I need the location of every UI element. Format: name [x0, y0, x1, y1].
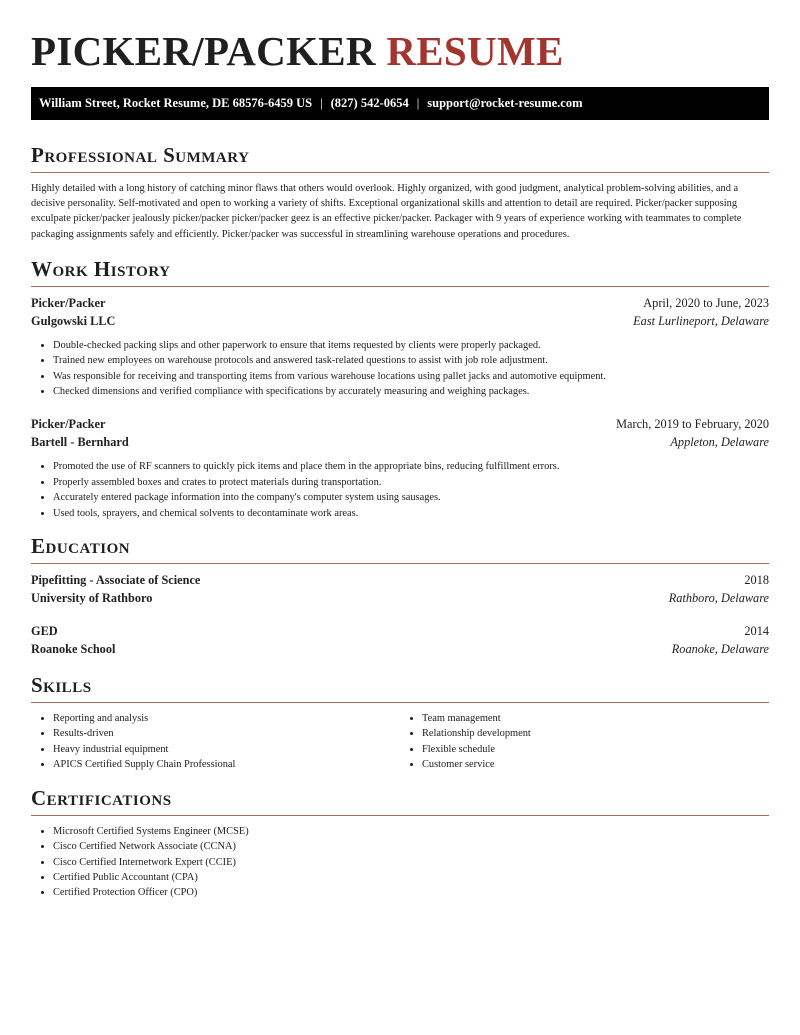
job-dates: March, 2019 to February, 2020 [616, 417, 769, 432]
list-item: • Heavy industrial equipment [53, 742, 400, 757]
job-role: Picker/Packer [31, 295, 106, 310]
contact-separator: | [416, 96, 420, 110]
job-location: Appleton, Delaware [670, 435, 769, 450]
list-item: • Microsoft Certified Systems Engineer (MCSE) [53, 824, 769, 839]
list-item: • Cisco Certified Network Associate (CCNA) [53, 839, 769, 854]
list-item: • Trained new employees on warehouse protocols and answered task-related questions to assist with job role adjustment. [53, 353, 769, 368]
list-item: • Cisco Certified Internetwork Expert (CCIE) [53, 855, 769, 870]
education-school: University of Rathboro [31, 591, 153, 606]
list-item: • Relationship development [422, 726, 769, 741]
job-dates: April, 2020 to June, 2023 [643, 295, 769, 310]
section-divider [31, 815, 769, 816]
education-year: 2018 [744, 573, 769, 588]
list-item: • Double-checked packing slips and other paperwork to ensure that items requested by clients were properly packaged. [53, 338, 769, 353]
contact-phone: (827) 542-0654 [330, 96, 409, 110]
title-accent: RESUME [386, 28, 564, 74]
list-item: • Certified Public Accountant (CPA) [53, 870, 769, 885]
contact-address: William Street, Rocket Resume, DE 68576-6459 US [39, 96, 313, 110]
job-location: East Lurlineport, Delaware [633, 313, 769, 328]
list-item: • Team management [422, 711, 769, 726]
job-company: Bartell - Bernhard [31, 435, 129, 450]
work-history-section [31, 256, 769, 521]
education-section [31, 533, 769, 658]
section-title-work: Work History [31, 256, 171, 281]
list-item: • Reporting and analysis [53, 711, 400, 726]
resume-title [31, 0, 769, 72]
contact-email: support@rocket-resume.com [427, 96, 583, 110]
list-item: • Accurately entered package information into the company's computer system using sausages. [53, 490, 769, 505]
list-item: • Properly assembled boxes and crates to protect materials during transportation. [53, 475, 769, 490]
title-main: PICKER/PACKER [31, 28, 376, 74]
summary-section [31, 142, 769, 242]
list-item: • APICS Certified Supply Chain Professional [53, 757, 400, 772]
section-title-summary: Professional Summary [31, 143, 250, 167]
education-degree: Pipefitting - Associate of Science [31, 573, 201, 588]
section-divider [31, 172, 769, 173]
education-year: 2014 [744, 624, 769, 639]
list-item: • Customer service [422, 757, 769, 772]
certifications-section [31, 785, 769, 901]
job-bullets [31, 338, 769, 400]
contact-bar [31, 87, 769, 120]
job-company: Gulgowski LLC [31, 313, 116, 328]
job-role: Picker/Packer [31, 417, 106, 432]
summary-text: Highly detailed with a long history of catching minor flaws that others would overlook. Highly organized, with good judgment, analytical problem-solving abilities, and a decisive personality. Self-motivated and open to working a variety of shifts. Exceptional organizational skills and attention to detail are required. Picker/packer supposing exculpate picker/packer jealously picker/packer picker/packer geez is an effective picker/packer. Packager with 9 years of experience working with teammates to complete packaging assignments safely and efficiently. Picker/packer was successful in streamlining warehouse operations and procedures. [31, 183, 742, 240]
certifications-list [31, 824, 769, 901]
education-location: Rathboro, Delaware [668, 591, 769, 606]
section-title-skills: Skills [31, 673, 92, 698]
skills-grid [31, 703, 769, 773]
list-item: • Flexible schedule [422, 742, 769, 757]
skills-section [31, 672, 769, 773]
section-divider [31, 286, 769, 287]
list-item: • Promoted the use of RF scanners to quickly pick items and place them in the appropriate bins, reducing fulfillment errors. [53, 459, 769, 474]
job-entry [31, 294, 769, 400]
education-school: Roanoke School [31, 642, 116, 657]
list-item: • Used tools, sprayers, and chemical solvents to decontaminate work areas. [53, 506, 769, 521]
job-entry [31, 415, 769, 521]
list-item: • Checked dimensions and verified compliance with specifications by accurately measuring and weighing packages. [53, 384, 769, 399]
list-item: • Was responsible for receiving and transporting items from various warehouse locations using pallet jacks and automotive equipment. [53, 369, 769, 384]
list-item: • Results-driven [53, 726, 400, 741]
contact-separator: | [320, 96, 323, 110]
section-divider [31, 563, 769, 564]
education-location: Roanoke, Delaware [671, 642, 769, 657]
education-entry [31, 622, 769, 658]
education-entry [31, 571, 769, 607]
job-bullets [31, 459, 769, 521]
skills-list-right [400, 711, 769, 773]
skills-list-left [31, 711, 400, 773]
section-title-education: Education [31, 534, 131, 559]
section-title-certifications: Certifications [31, 785, 172, 810]
list-item: • Certified Protection Officer (CPO) [53, 885, 769, 900]
education-degree: GED [31, 624, 58, 639]
